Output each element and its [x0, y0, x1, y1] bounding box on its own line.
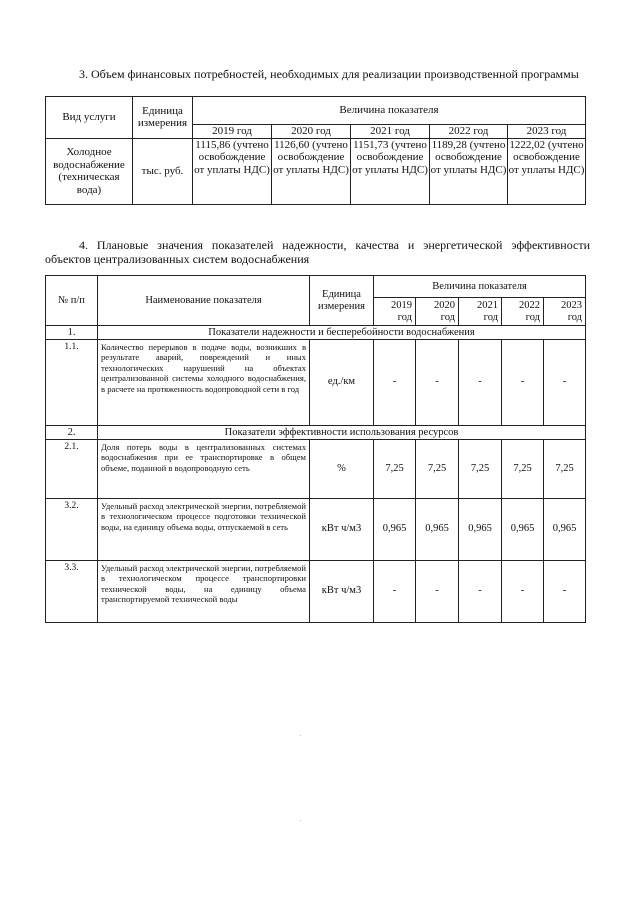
table-row: [46, 340, 586, 426]
section-row: [46, 426, 586, 440]
header-value: Величина показателя: [374, 276, 586, 298]
service-name: Холодное водоснабжение (техническая вода): [46, 138, 133, 204]
row-num: 1.1.: [46, 340, 98, 426]
indicator-value: 0,965: [544, 499, 586, 561]
indicator-name: Удельный расход электрической энергии, потребляемой в технологическом процессе транспортировки технической воды, на единицу объема транспортируемой технической воды: [98, 561, 310, 623]
table-row: [46, 499, 586, 561]
indicator-name: Удельный расход электрической энергии, потребляемой в технологическом процессе подготовки технической воды, на единицу объема воды, отпускаемой в сеть: [98, 499, 310, 561]
table-row: [46, 440, 586, 499]
scan-speck: [300, 735, 301, 736]
year-header: 2019 год: [193, 125, 272, 139]
row-num: 3.2.: [46, 499, 98, 561]
indicator-unit: кВт ч/м3: [310, 499, 374, 561]
indicator-unit: %: [310, 440, 374, 499]
financial-value: 1115,86 (учтено освобождение от уплаты НДС): [193, 138, 272, 204]
indicator-value: -: [374, 561, 416, 623]
header-name: Наименование показателя: [98, 276, 310, 326]
header-unit: Единица измерения: [133, 97, 193, 139]
row-num: 2.: [46, 426, 98, 440]
financial-value: 1222,02 (учтено освобождение от уплаты НДС): [508, 138, 586, 204]
financial-value: 1126,60 (учтено освобождение от уплаты НДС): [272, 138, 351, 204]
row-num: 3.3.: [46, 561, 98, 623]
indicator-value: 7,25: [502, 440, 544, 499]
indicator-value: -: [416, 340, 459, 426]
indicator-value: -: [374, 340, 416, 426]
section3-title: 3. Объем финансовых потребностей, необходимых для реализации производственной программы: [79, 67, 579, 81]
section4-title: 4. Плановые значения показателей надежности, качества и энергетической эффективности объектов централизованных систем водоснабжения: [45, 238, 590, 266]
indicator-value: 7,25: [459, 440, 502, 499]
year-header: 2019 год: [374, 298, 416, 326]
year-header: 2020 год: [272, 125, 351, 139]
year-header: 2022 год: [430, 125, 508, 139]
indicator-value: -: [416, 561, 459, 623]
indicator-value: 7,25: [374, 440, 416, 499]
section-title: Показатели надежности и бесперебойности водоснабжения: [98, 326, 586, 340]
table-row: [46, 561, 586, 623]
indicator-value: 7,25: [416, 440, 459, 499]
year-header: 2023 год: [508, 125, 586, 139]
row-num: 2.1.: [46, 440, 98, 499]
header-service: Вид услуги: [46, 97, 133, 139]
year-header: 2020 год: [416, 298, 459, 326]
indicator-value: -: [544, 340, 586, 426]
financial-value: 1151,73 (учтено освобождение от уплаты НДС): [351, 138, 430, 204]
section-row: [46, 326, 586, 340]
indicator-value: 7,25: [544, 440, 586, 499]
indicator-value: 0,965: [374, 499, 416, 561]
indicator-name: Доля потерь воды в централизованных системах водоснабжения при ее транспортировке в общем объеме, поданной в водопроводную сеть: [98, 440, 310, 499]
indicator-value: -: [459, 561, 502, 623]
header-num: № п/п: [46, 276, 98, 326]
indicator-name: Количество перерывов в подаче воды, возникших в результате аварий, повреждений и иных технологических нарушений на объектах централизованной системы холодного водоснабжения, в расчете на протяженность водопроводной сети в год: [98, 340, 310, 426]
header-value: Величина показателя: [193, 97, 586, 125]
section-title: Показатели эффективности использования ресурсов: [98, 426, 586, 440]
financial-value: 1189,28 (учтено освобождение от уплаты НДС): [430, 138, 508, 204]
header-unit: Единица измерения: [310, 276, 374, 326]
year-header: 2022 год: [502, 298, 544, 326]
year-header: 2021 год: [351, 125, 430, 139]
indicator-value: 0,965: [459, 499, 502, 561]
indicator-value: 0,965: [416, 499, 459, 561]
indicator-unit: кВт ч/м3: [310, 561, 374, 623]
indicator-value: -: [502, 340, 544, 426]
indicators-table: [45, 275, 586, 623]
indicator-value: -: [502, 561, 544, 623]
year-header: 2023 год: [544, 298, 586, 326]
indicator-value: 0,965: [502, 499, 544, 561]
scan-speck: [300, 820, 301, 821]
year-header: 2021 год: [459, 298, 502, 326]
indicator-value: -: [544, 561, 586, 623]
unit-value: тыс. руб.: [133, 138, 193, 204]
row-num: 1.: [46, 326, 98, 340]
indicator-value: -: [459, 340, 502, 426]
indicator-unit: ед./км: [310, 340, 374, 426]
financial-needs-table: [45, 96, 586, 205]
